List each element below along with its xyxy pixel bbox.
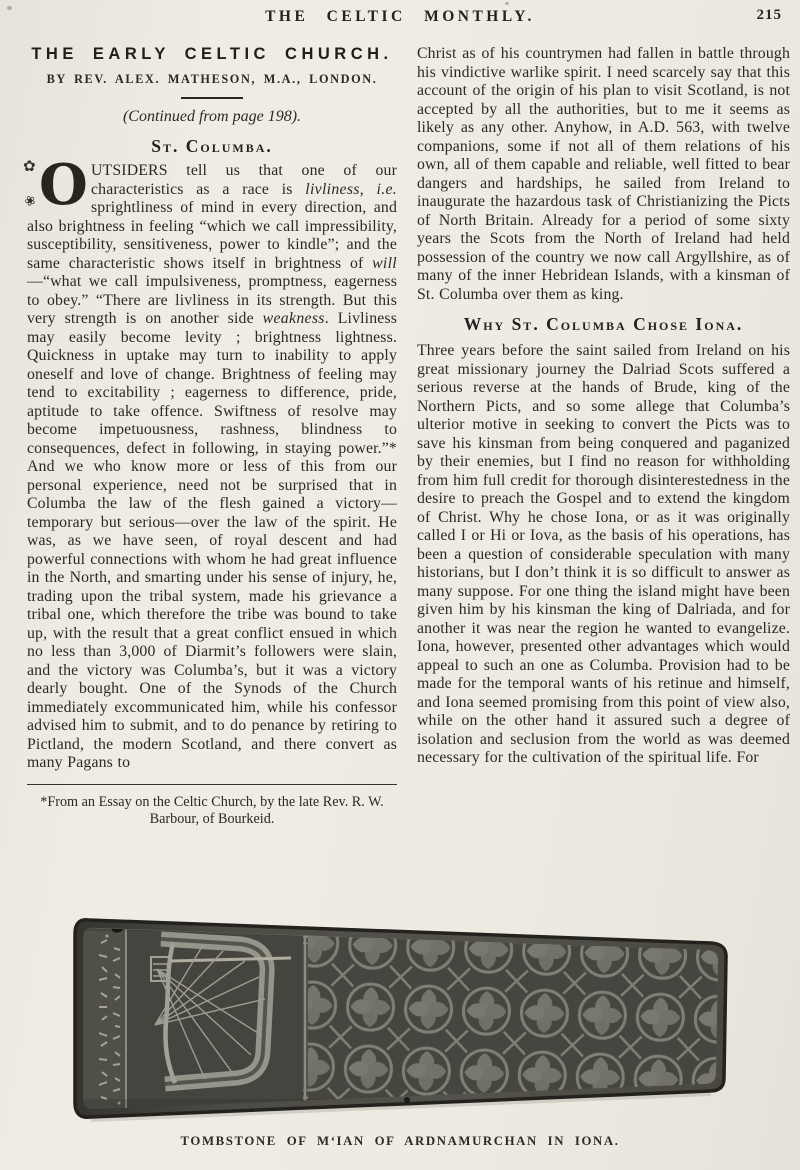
- page-number: 215: [756, 7, 782, 23]
- right-column: [417, 45, 790, 768]
- section-heading-why-iona: Why St. Columba Chose Iona.: [463, 314, 744, 334]
- dropcap-letter: O: [39, 152, 88, 218]
- footnote: *From an Essay on the Celtic Church, by the late Rev. R. W. Barbour, of Bourkeid.: [40, 793, 384, 827]
- inscription-band: [83, 923, 127, 1115]
- article-paragraph: [22, 152, 398, 773]
- tombstone-engraving-svg: [55, 903, 755, 1138]
- dropcap-initial: [22, 152, 88, 218]
- article-paragraph: Christ as of his countrymen had fallen in battle through his vindictive warlike spirit. I need scarcely say that this account of the origin of his plan to visit Scotland, is not accepted by all the authorities, but to me it seems as likely as any other. Anyhow, in A.D. 563, with twelve companions, some if not all of them relations of his own, all of them capable and reliable, well fitted to bear dangers and hardships, he sailed from Ireland to inaugurate the hazardous task of Christianizing the Picts of North Britain. Already for a period of some sixty years the Scots from the North of Ireland had held possession of the country we now call Argyllshire, as of many of the inner Hebridean Islands, with a kinsman of St. Columba over them as king.: [417, 45, 790, 303]
- journal-title: THE CELTIC MONTHLY.: [265, 8, 535, 25]
- footnote-rule: [27, 784, 397, 785]
- flower-ornament-icon: ❀: [22, 192, 39, 211]
- paragraph-text: UTSIDERS tell us that one of our characteristics as a race is livliness, i.e. sprightliness of mind in every direction, and also brightness in feeling “which we call impressibility, susceptibility, sensitiveness, power to kindle”; and the same characteristic shows itself in brightness of will—“what we call impulsiveness, promptness, eagerness to obey.” “There are livliness in its strength. But this very strength is on another side weakness. Livliness may easily become levity ; brightness lightness. Quickness in uptake may turn to inability to apply oneself and love of change. Brightness of feeling may tend to excitability ; eagerness to difference, pride, aptitude to take offence. Swiftness of resolve may become impetuousness, rashness, blindness to consequences, defect in following, in staying power.”* And we who know more or less of this from our personal experience, need not be surprised that in Columba the law of the flesh gained a victory—temporary but serious—over the law of the spirit. He was, as we have seen, of royal descent and had powerful connections with whom he had great influence in the North, and smarting under his sense of injury, he, trading upon the tribal system, made his grievance a tribal one, which therefore the tribe was bound to take up, with the result that a great conflict ensued in which no less than 3,000 of Diarmit’s followers were slain, and the victory was Columba’s, but it was a victory dearly bought. One of the Synods of the Church immediately excommunicated him, while his confessor advised him to submit, and to do penance by retiring to Pictland, the modern Scotland, and there convert as many Pagans to: [27, 162, 398, 771]
- figure-caption: TOMBSTONE OF M‘IAN OF ARDNAMURCHAN IN IONA.: [180, 1134, 620, 1148]
- article-title: THE EARLY CELTIC CHURCH.: [31, 45, 393, 63]
- ship-panel: [127, 921, 303, 1117]
- continued-note: (Continued from page 198).: [122, 108, 302, 125]
- section-heading-st-columba: St. Columba.: [151, 136, 273, 156]
- article-paragraph: Three years before the saint sailed from Ireland on his great missionary journey the Dalriad Scots suffered a serious reverse at the hands of Brude, king of the Northern Picts, and so some allege that Columba’s ulterior motive in seeking to convert the Picts was to save his kinsman from being conquered and paganized by their enemies, but I find no reason for withholding from him full credit for thorough disinterestedness in the desire to preach the Gospel and to extend the kingdom of Christ. Why he chose Iona, or as it was originally called I or Hi or Iova, as the basis of his operations, has been a question of considerable speculation with many historians, but I don’t think it is so difficult to answer as many suppose. For one thing the island might have been given him by his kinsman the king of Dalriada, and for another it was near the region he wanted to evangelize. Iona, however, presented other advantages which would appeal to such an one as Columba. Provision had to be made for the temporal wants of his retinue and himself, and Iona seemed promising from this point of view also, while on the other hand it assured such a degree of isolation and seclusion from the world as was deemed necessary for the cultivation of the spiritual life. For: [417, 342, 790, 766]
- stone-chip: [404, 1097, 410, 1103]
- flower-ornament-icon: ✿: [23, 157, 36, 175]
- paper-speck: [505, 2, 509, 5]
- article-byline: BY REV. ALEX. MATHESON, M.A., LONDON.: [46, 72, 378, 86]
- left-column: [22, 45, 398, 829]
- tombstone-illustration: [55, 903, 755, 1138]
- divider-rule: [181, 97, 243, 99]
